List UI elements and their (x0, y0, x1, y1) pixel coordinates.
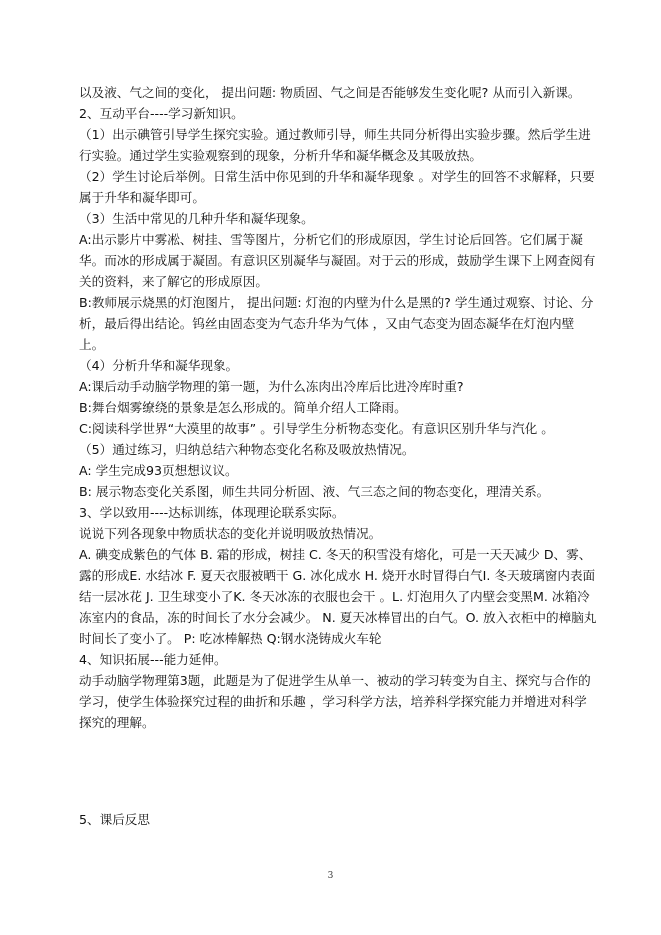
blank-space (79, 733, 599, 809)
paragraph-step-3b: B:教师展示烧黑的灯泡图片， 提出问题: 灯泡的内壁为什么是黑的? 学生通过观察、讨论、分析，最后得出结论。钨丝由固态变为气态升华为气体 ，又由气态变为固态凝华在灯泡内壁上。 (79, 295, 594, 352)
paragraph-step-5: （5）通过练习，归纳总结六种物态变化名称及吸放热情况。 (79, 442, 415, 457)
paragraph-exercise-prompt: 说说下列各现象中物质状态的变化并说明吸放热情况。 (79, 526, 382, 541)
document-body (79, 82, 599, 830)
page-number: 3 (327, 871, 334, 881)
section-heading-3: 3、学以致用----达标训练，体现理论联系实际。 (79, 505, 345, 520)
paragraph-step-4: （4）分析升华和凝华现象。 (79, 358, 239, 373)
paragraph-step-4c: C:阅读科学世界“大漠里的故事” 。引导学生分析物态变化。有意识区别升华与汽化 。 (79, 421, 554, 436)
paragraph-step-3a: A:出示影片中雾凇、树挂、雪等图片，分析它们的形成原因，学生讨论后回答。它们属于凝华。而冰的形成属于凝固。有意识区别凝华与凝固。对于云的形成，鼓励学生课下上网查阅有关的资料，来了解它的形成原因。 (79, 232, 596, 289)
paragraph-step-3: （3）生活中常见的几种升华和凝华现象。 (79, 211, 314, 226)
paragraph-intro-continuation: 以及液、气之间的变化， 提出问题: 物质固、气之间是否能够发生变化呢? 从而引入新课。 (79, 85, 581, 100)
paragraph-step-4b: B:舞台烟雾缭绕的景象是怎么形成的。简单介绍人工降雨。 (79, 400, 407, 415)
paragraph-extension: 动手动脑学物理第3题，此题是为了促进学生从单一、被动的学习转变为自主、探究与合作的学习，使学生体验探究过程的曲折和乐趣 ，学习科学方法，培养科学探究能力并增进对科学探究的理解。 (79, 673, 591, 730)
paragraph-step-5b: B: 展示物态变化关系图，师生共同分析固、液、气三态之间的物态变化，理清关系。 (79, 484, 550, 499)
section-heading-2: 2、互动平台----学习新知识。 (79, 106, 244, 121)
paragraph-step-4a: A:课后动手动脑学物理的第一题，为什么冻肉出冷库后比进冷库时重? (79, 379, 464, 394)
section-heading-4: 4、知识拓展---能力延伸。 (79, 652, 227, 667)
paragraph-step-5a: A: 学生完成93页想想议议。 (79, 463, 238, 478)
paragraph-exercise-list: A. 碘变成紫色的气体 B. 霜的形成，树挂 C. 冬天的积雪没有熔化，可是一天天减少 D、雾、露的形成E. 水结冰 F. 夏天衣服被晒干 G. 冰化成水 H. 烧开水时冒得白气I. 冬天玻璃窗内表面结一层冰花 J. 卫生球变小了K. 冬天冰冻的衣服也会干 。L. 灯泡用久了内壁会变黑M. 冰箱冷冻室内的食品，冻的时间长了水分会减少。 N. 夏天冰棒冒出的白气。O. 放入衣柜中的樟脑丸时间长了变小了。 P: 吃冰棒解热 Q:钢水浇铸成火车轮 (79, 547, 597, 646)
paragraph-step-2: （2）学生讨论后举例。日常生活中你见到的升华和凝华现象 。对学生的回答不求解释，只要属于升华和凝华即可。 (79, 169, 595, 205)
paragraph-step-1: （1）出示碘管引导学生探究实验。通过教师引导，师生共同分析得出实验步骤。然后学生进行实验。通过学生实验观察到的现象，分析升华和凝华概念及其吸放热。 (79, 127, 591, 163)
section-heading-5: 5、课后反思 (79, 812, 150, 827)
